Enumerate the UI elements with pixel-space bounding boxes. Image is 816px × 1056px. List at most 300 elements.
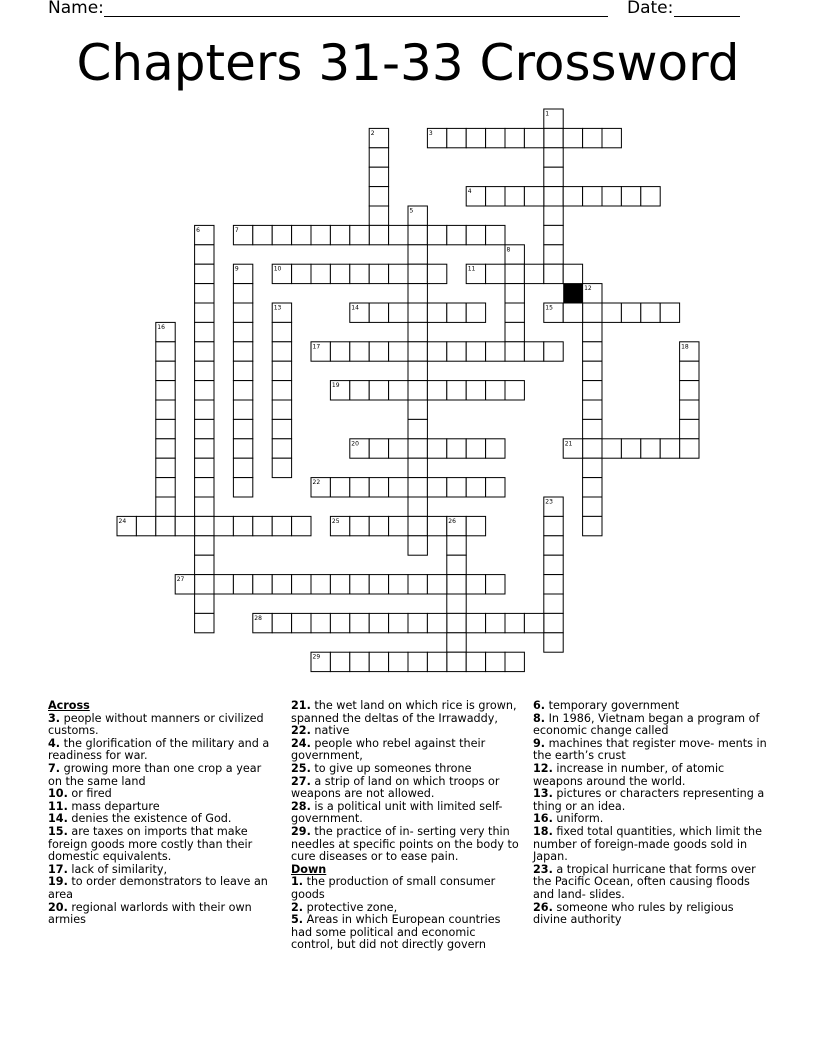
grid-cell[interactable] (680, 400, 699, 419)
grid-cell[interactable] (447, 342, 466, 361)
grid-cell[interactable] (369, 303, 388, 322)
grid-cell[interactable] (195, 322, 214, 341)
grid-cell[interactable] (311, 613, 330, 632)
clue (533, 738, 769, 763)
grid-cell[interactable] (621, 439, 640, 458)
grid-cell[interactable] (466, 381, 485, 400)
grid-cell[interactable] (272, 381, 291, 400)
grid-cell[interactable] (583, 322, 602, 341)
grid-cell[interactable] (486, 439, 505, 458)
grid-cell[interactable] (369, 148, 388, 167)
grid-cell[interactable] (486, 613, 505, 632)
grid-cell[interactable] (583, 303, 602, 322)
clue-text: the glorification of the military and a readiness for war. (48, 736, 270, 763)
grid-cell[interactable] (272, 322, 291, 341)
grid-cell[interactable] (447, 594, 466, 613)
grid-cell[interactable] (350, 264, 369, 283)
grid-cell[interactable] (389, 613, 408, 632)
grid-cell[interactable] (427, 439, 446, 458)
grid-cell[interactable] (583, 381, 602, 400)
grid-cell[interactable] (505, 342, 524, 361)
grid-cell[interactable] (544, 187, 563, 206)
clue-text: to give up someones throne (310, 761, 472, 775)
grid-cell[interactable] (389, 381, 408, 400)
grid-cell[interactable] (369, 652, 388, 671)
grid-cell[interactable] (233, 303, 252, 322)
grid-cell[interactable] (621, 303, 640, 322)
clue-text: temporary government (545, 699, 680, 712)
grid-cell[interactable] (233, 458, 252, 477)
grid-cell[interactable] (156, 497, 175, 516)
clue-number: 14. (48, 812, 68, 826)
grid-cell[interactable] (583, 478, 602, 497)
grid-number: 26 (448, 517, 456, 525)
grid-cell[interactable] (680, 381, 699, 400)
grid-cell[interactable] (447, 613, 466, 632)
grid-cell[interactable] (330, 613, 349, 632)
grid-number: 19 (331, 382, 340, 390)
clue-text: a strip of land on which troops or weapons are not allowed. (291, 774, 500, 801)
clue (48, 902, 274, 927)
grid-cell[interactable] (369, 478, 388, 497)
clue-text: people who rebel against their government, (291, 736, 486, 763)
grid-cell[interactable] (156, 439, 175, 458)
grid-cell[interactable] (486, 652, 505, 671)
grid-cell[interactable] (524, 128, 543, 147)
grid-cell[interactable] (369, 167, 388, 186)
clues-column-2 (291, 700, 521, 952)
grid-cell[interactable] (427, 381, 446, 400)
grid-cell[interactable] (233, 419, 252, 438)
grid-cell[interactable] (505, 303, 524, 322)
grid-cell[interactable] (408, 613, 427, 632)
grid-cell[interactable] (369, 206, 388, 225)
clue-number: 27. (291, 774, 311, 788)
grid-cell[interactable] (583, 361, 602, 380)
clue-number: 4. (48, 736, 61, 750)
grid-cell[interactable] (427, 516, 446, 535)
grid-cell[interactable] (544, 536, 563, 555)
clue (291, 876, 521, 901)
grid-cell[interactable] (233, 400, 252, 419)
grid-cell[interactable] (408, 322, 427, 341)
grid-cell[interactable] (369, 381, 388, 400)
grid-cell[interactable] (447, 652, 466, 671)
grid-cell[interactable] (350, 613, 369, 632)
grid-cell[interactable] (544, 633, 563, 652)
grid-cell[interactable] (272, 439, 291, 458)
grid-cell[interactable] (389, 652, 408, 671)
grid-cell[interactable] (544, 148, 563, 167)
grid-cell[interactable] (195, 497, 214, 516)
clue-text: mass departure (67, 799, 160, 813)
grid-cell[interactable] (272, 419, 291, 438)
clue-number: 25. (291, 761, 311, 775)
grid-cell[interactable] (544, 264, 563, 283)
grid-cell[interactable] (544, 613, 563, 632)
grid-cell[interactable] (408, 284, 427, 303)
grid-number: 25 (331, 517, 340, 525)
grid-cell[interactable] (524, 342, 543, 361)
grid-cell[interactable] (195, 400, 214, 419)
grid-cell[interactable] (156, 419, 175, 438)
grid-cell[interactable] (427, 652, 446, 671)
grid-cell[interactable] (156, 478, 175, 497)
clue-number: 18. (533, 824, 553, 838)
grid-cell[interactable] (272, 400, 291, 419)
grid-cell[interactable] (505, 381, 524, 400)
grid-cell[interactable] (466, 613, 485, 632)
grid-cell[interactable] (195, 575, 214, 594)
grid-cell[interactable] (583, 128, 602, 147)
grid-cell[interactable] (583, 400, 602, 419)
grid-cell[interactable] (195, 478, 214, 497)
grid-cell[interactable] (583, 497, 602, 516)
grid-cell[interactable] (156, 516, 175, 535)
grid-cell[interactable] (195, 264, 214, 283)
grid-cell[interactable] (583, 342, 602, 361)
grid-cell[interactable] (389, 264, 408, 283)
grid-cell[interactable] (253, 575, 272, 594)
grid-cell[interactable] (427, 303, 446, 322)
grid-cell[interactable] (680, 361, 699, 380)
grid-cell[interactable] (408, 361, 427, 380)
grid-cell[interactable] (602, 439, 621, 458)
grid-cell[interactable] (427, 575, 446, 594)
grid-cell[interactable] (660, 439, 679, 458)
grid-cell[interactable] (486, 342, 505, 361)
grid-cell[interactable] (311, 225, 330, 244)
grid-cell[interactable] (602, 187, 621, 206)
grid-cell[interactable] (195, 342, 214, 361)
grid-number: 7 (234, 226, 239, 234)
grid-cell[interactable] (195, 594, 214, 613)
grid-cell[interactable] (272, 225, 291, 244)
grid-cell[interactable] (330, 225, 349, 244)
grid-cell[interactable] (505, 284, 524, 303)
grid-cell[interactable] (233, 381, 252, 400)
clues-column-1 (48, 700, 274, 927)
grid-cell[interactable] (544, 167, 563, 186)
grid-cell[interactable] (408, 516, 427, 535)
grid-cell[interactable] (233, 361, 252, 380)
grid-cell[interactable] (195, 516, 214, 535)
clue-text: the wet land on which rice is grown, spanned the deltas of the Irrawaddy, (291, 699, 517, 725)
grid-cell[interactable] (524, 613, 543, 632)
grid-cell[interactable] (195, 303, 214, 322)
grid-cell[interactable] (544, 128, 563, 147)
grid-cell[interactable] (583, 419, 602, 438)
grid-cell[interactable] (389, 342, 408, 361)
grid-cell[interactable] (350, 478, 369, 497)
grid-cell[interactable] (466, 652, 485, 671)
clue-heading: Across (48, 699, 90, 712)
grid-cell[interactable] (563, 187, 582, 206)
clue-text: is a political unit with limited self-government. (291, 799, 503, 826)
grid-cell[interactable] (369, 439, 388, 458)
grid-cell[interactable] (544, 516, 563, 535)
clue-text: someone who rules by religious divine authority (533, 900, 734, 927)
grid-cell[interactable] (505, 652, 524, 671)
grid-cell[interactable] (486, 264, 505, 283)
grid-cell[interactable] (524, 187, 543, 206)
grid-cell[interactable] (544, 342, 563, 361)
grid-cell[interactable] (389, 575, 408, 594)
grid-cell[interactable] (369, 575, 388, 594)
grid-cell[interactable] (195, 245, 214, 264)
grid-cell[interactable] (369, 187, 388, 206)
grid-cell[interactable] (233, 342, 252, 361)
grid-cell[interactable] (350, 652, 369, 671)
grid-cell[interactable] (272, 361, 291, 380)
grid-cell[interactable] (292, 516, 311, 535)
grid-cell[interactable] (156, 458, 175, 477)
grid-cell[interactable] (350, 516, 369, 535)
grid-cell[interactable] (272, 613, 291, 632)
grid-cell[interactable] (272, 516, 291, 535)
clue-text: Areas in which European countries had some political and economic control, but did not directly govern (291, 913, 501, 952)
grid-cell[interactable] (544, 225, 563, 244)
grid-cell[interactable] (350, 225, 369, 244)
grid-cell[interactable] (233, 284, 252, 303)
grid-cell[interactable] (272, 575, 291, 594)
grid-cell[interactable] (466, 575, 485, 594)
grid-number: 18 (681, 343, 689, 351)
grid-cell[interactable] (602, 303, 621, 322)
clue-number: 17. (48, 862, 68, 876)
grid-cell[interactable] (447, 555, 466, 574)
clue (48, 876, 274, 901)
grid-cell[interactable] (524, 264, 543, 283)
clue-heading: Down (291, 862, 327, 876)
grid-cell[interactable] (447, 381, 466, 400)
grid-cell[interactable] (563, 264, 582, 283)
grid-cell[interactable] (447, 225, 466, 244)
grid-cell[interactable] (214, 516, 233, 535)
grid-cell[interactable] (272, 458, 291, 477)
grid-cell[interactable] (195, 555, 214, 574)
clue-text: In 1986, Vietnam began a program of economic change called (533, 711, 760, 738)
grid-cell[interactable] (563, 303, 582, 322)
grid-cell[interactable] (408, 303, 427, 322)
grid-cell[interactable] (311, 575, 330, 594)
grid-cell[interactable] (253, 516, 272, 535)
clue (291, 914, 521, 952)
grid-cell[interactable] (680, 439, 699, 458)
grid-cell[interactable] (195, 361, 214, 380)
grid-cell[interactable] (156, 342, 175, 361)
clue-text: machines that register move- ments in the earth’s crust (533, 736, 767, 763)
grid-cell[interactable] (544, 555, 563, 574)
grid-cell[interactable] (330, 342, 349, 361)
grid-cell[interactable] (583, 516, 602, 535)
grid-cell[interactable] (427, 264, 446, 283)
grid-cell[interactable] (136, 516, 155, 535)
grid-cell[interactable] (156, 381, 175, 400)
grid-cell[interactable] (466, 128, 485, 147)
grid-cell[interactable] (466, 303, 485, 322)
grid-cell[interactable] (214, 575, 233, 594)
grid-cell[interactable] (195, 419, 214, 438)
grid-cell[interactable] (389, 225, 408, 244)
grid-cell[interactable] (486, 187, 505, 206)
clues-column-3 (533, 700, 769, 927)
grid-cell[interactable] (389, 478, 408, 497)
grid-cell[interactable] (583, 458, 602, 477)
grid-cell[interactable] (389, 303, 408, 322)
grid-cell[interactable] (505, 187, 524, 206)
grid-cell[interactable] (233, 575, 252, 594)
grid-cell[interactable] (447, 633, 466, 652)
grid-number: 23 (545, 498, 553, 506)
page-title: Chapters 31-33 Crossword (76, 34, 740, 92)
grid-cell[interactable] (427, 478, 446, 497)
grid-cell[interactable] (195, 381, 214, 400)
grid-cell[interactable] (233, 516, 252, 535)
grid-number: 20 (351, 440, 359, 448)
grid-cell[interactable] (195, 458, 214, 477)
grid-cell[interactable] (292, 613, 311, 632)
grid-cell[interactable] (408, 264, 427, 283)
grid-cell[interactable] (233, 439, 252, 458)
grid-cell[interactable] (195, 439, 214, 458)
grid-cell[interactable] (447, 303, 466, 322)
grid-cell[interactable] (369, 613, 388, 632)
clue-text: lack of similarity, (67, 862, 168, 876)
grid-cell[interactable] (641, 187, 660, 206)
grid-cell[interactable] (544, 575, 563, 594)
grid-cell[interactable] (641, 303, 660, 322)
grid-cell[interactable] (156, 400, 175, 419)
grid-cell[interactable] (408, 478, 427, 497)
grid-cell[interactable] (408, 245, 427, 264)
grid-cell[interactable] (408, 400, 427, 419)
grid-cell[interactable] (408, 419, 427, 438)
grid-cell[interactable] (195, 613, 214, 632)
clue-number: 12. (533, 761, 553, 775)
grid-cell[interactable] (330, 264, 349, 283)
grid-cell[interactable] (408, 225, 427, 244)
grid-cell[interactable] (447, 439, 466, 458)
grid-number: 12 (584, 285, 592, 293)
grid-cell[interactable] (369, 516, 388, 535)
grid-cell[interactable] (486, 575, 505, 594)
grid-cell[interactable] (466, 478, 485, 497)
clue-number: 22. (291, 724, 311, 738)
grid-cell[interactable] (641, 439, 660, 458)
grid-cell[interactable] (486, 225, 505, 244)
grid-cell[interactable] (350, 381, 369, 400)
grid-cell[interactable] (408, 652, 427, 671)
grid-cell[interactable] (505, 264, 524, 283)
clue-text: people without manners or civilized customs. (48, 711, 264, 738)
grid-cell[interactable] (369, 342, 388, 361)
grid-cell[interactable] (680, 419, 699, 438)
grid-cell[interactable] (408, 575, 427, 594)
grid-cell[interactable] (544, 206, 563, 225)
grid-cell[interactable] (505, 128, 524, 147)
grid-cell[interactable] (563, 128, 582, 147)
grid-cell[interactable] (544, 594, 563, 613)
grid-cell[interactable] (350, 342, 369, 361)
grid-cell[interactable] (369, 264, 388, 283)
grid-cell[interactable] (447, 575, 466, 594)
grid-cell[interactable] (389, 516, 408, 535)
grid-cell[interactable] (292, 225, 311, 244)
grid-cell[interactable] (369, 225, 388, 244)
clue-number: 5. (291, 913, 304, 927)
clue-text: the production of small consumer goods (291, 875, 496, 901)
grid-cell[interactable] (408, 381, 427, 400)
grid-cell[interactable] (427, 613, 446, 632)
grid-cell[interactable] (233, 322, 252, 341)
grid-cell[interactable] (427, 342, 446, 361)
grid-cell[interactable] (660, 303, 679, 322)
grid-cell[interactable] (466, 225, 485, 244)
grid-cell[interactable] (292, 575, 311, 594)
grid-cell[interactable] (311, 264, 330, 283)
clue-text: pictures or characters representing a thing or an idea. (533, 787, 765, 813)
clue-text: protective zone, (303, 900, 398, 914)
grid-cell[interactable] (466, 342, 485, 361)
grid-cell[interactable] (466, 439, 485, 458)
grid-cell[interactable] (602, 128, 621, 147)
clue-text: fixed total quantities, which limit the number of foreign-made goods sold in Japan. (533, 824, 763, 864)
clue (533, 864, 769, 902)
grid-cell[interactable] (272, 342, 291, 361)
grid-number: 21 (564, 440, 573, 448)
grid-cell[interactable] (486, 478, 505, 497)
grid-cell[interactable] (505, 613, 524, 632)
grid-cell[interactable] (253, 225, 272, 244)
grid-cell[interactable] (466, 516, 485, 535)
grid-cell[interactable] (621, 187, 640, 206)
grid-cell[interactable] (583, 439, 602, 458)
grid-cell[interactable] (486, 128, 505, 147)
grid-cell[interactable] (156, 361, 175, 380)
grid-number: 15 (545, 304, 553, 312)
grid-cell[interactable] (408, 458, 427, 477)
grid-number: 28 (254, 614, 262, 622)
grid-cell[interactable] (408, 536, 427, 555)
grid-cell[interactable] (447, 536, 466, 555)
grid-number: 22 (312, 479, 321, 487)
grid-number: 9 (234, 265, 239, 273)
grid-cell[interactable] (583, 187, 602, 206)
grid-cell[interactable] (330, 575, 349, 594)
grid-cell[interactable] (408, 497, 427, 516)
grid-cell[interactable] (447, 478, 466, 497)
grid-cell[interactable] (330, 652, 349, 671)
clue-number: 16. (533, 812, 553, 826)
grid-cell[interactable] (175, 516, 194, 535)
clue-number: 20. (48, 900, 68, 914)
grid-cell[interactable] (195, 536, 214, 555)
grid-cell[interactable] (544, 245, 563, 264)
grid-cell[interactable] (292, 264, 311, 283)
grid-cell[interactable] (427, 225, 446, 244)
grid-cell[interactable] (350, 575, 369, 594)
grid-cell[interactable] (195, 284, 214, 303)
grid-cell[interactable] (408, 342, 427, 361)
grid-cell[interactable] (486, 381, 505, 400)
grid-cell[interactable] (330, 478, 349, 497)
grid-cell[interactable] (408, 439, 427, 458)
grid-cell[interactable] (447, 128, 466, 147)
grid-cell[interactable] (233, 478, 252, 497)
grid-cell[interactable] (389, 439, 408, 458)
grid-cell[interactable] (505, 322, 524, 341)
